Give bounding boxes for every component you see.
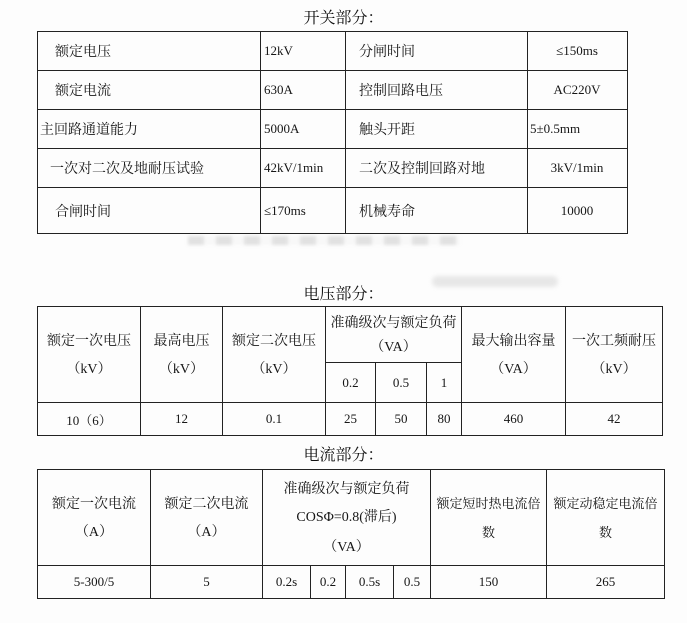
spec-label-cell: 二次及控制回路对地 bbox=[346, 149, 528, 188]
header-cell bbox=[38, 470, 151, 566]
data-cell: 5-300/5 bbox=[38, 566, 151, 599]
header-cell-accuracy-burden bbox=[326, 307, 462, 363]
spec-value-cell: 5±0.5mm bbox=[528, 110, 628, 149]
header-cell bbox=[566, 307, 663, 403]
header-unit: （kV） bbox=[66, 361, 112, 377]
header-cell bbox=[462, 307, 566, 403]
header-label: 最大输出容量 bbox=[471, 331, 556, 348]
data-cell: 42 bbox=[566, 403, 663, 436]
table-row bbox=[38, 566, 665, 599]
data-cell: 150 bbox=[431, 566, 547, 599]
header-cos-phi: COSΦ=0.8(滞后) bbox=[296, 509, 397, 525]
header-label: 准确级次与额定负荷 bbox=[330, 313, 457, 330]
spec-label-cell: 主回路通道能力 bbox=[38, 110, 261, 149]
voltage-section-title: 电压部分： bbox=[303, 286, 384, 303]
header-cell-accuracy-burden bbox=[263, 470, 431, 566]
header-label: 额定二次电流 bbox=[164, 494, 249, 511]
table-row bbox=[38, 71, 628, 110]
header-unit: （VA） bbox=[370, 339, 417, 355]
spec-value-cell: 10000 bbox=[528, 188, 628, 234]
header-unit: （A） bbox=[74, 524, 114, 540]
spec-label-cell: 机械寿命 bbox=[346, 188, 528, 234]
data-cell: 5 bbox=[151, 566, 263, 599]
header-label: 额定动稳定电流倍数 bbox=[553, 495, 658, 540]
data-cell: 460 bbox=[462, 403, 566, 436]
subheader-cell: 0.5 bbox=[376, 363, 427, 403]
spec-label-cell: 控制回路电压 bbox=[346, 71, 528, 110]
table-row bbox=[38, 110, 628, 149]
spec-value-cell: 5000A bbox=[261, 110, 346, 149]
data-cell: 0.5 bbox=[394, 566, 431, 599]
header-label: 额定一次电压 bbox=[47, 331, 131, 348]
data-cell: 0.1 bbox=[223, 403, 326, 436]
spec-label-cell: 合闸时间 bbox=[38, 188, 261, 234]
switch-section-title: 开关部分： bbox=[303, 10, 384, 27]
spec-value-cell: 3kV/1min bbox=[528, 149, 628, 188]
spec-label-cell: 额定电流 bbox=[38, 71, 261, 110]
watermark-smudge bbox=[188, 236, 460, 245]
table-row bbox=[38, 32, 628, 71]
subheader-cell: 0.2 bbox=[326, 363, 376, 403]
spec-label-cell: 分闸时间 bbox=[346, 32, 528, 71]
header-unit: （VA） bbox=[490, 361, 537, 377]
header-cell bbox=[547, 470, 665, 566]
header-cell bbox=[151, 470, 263, 566]
voltage-spec-table bbox=[37, 306, 663, 436]
header-cell bbox=[38, 307, 141, 403]
spec-value-cell: ≤150ms bbox=[528, 32, 628, 71]
header-label: 准确级次与额定负荷 bbox=[283, 479, 410, 496]
data-cell: 80 bbox=[427, 403, 462, 436]
data-cell: 0.2 bbox=[311, 566, 346, 599]
table-row bbox=[38, 188, 628, 234]
data-cell: 0.5s bbox=[346, 566, 394, 599]
table-row bbox=[38, 403, 663, 436]
table-row bbox=[38, 149, 628, 188]
subheader-cell: 1 bbox=[427, 363, 462, 403]
switch-spec-table bbox=[37, 31, 628, 234]
header-label: 额定短时热电流倍数 bbox=[436, 495, 541, 540]
data-cell: 10（6） bbox=[38, 403, 141, 436]
spec-value-cell: ≤170ms bbox=[261, 188, 346, 234]
data-cell: 0.2s bbox=[263, 566, 311, 599]
spec-value-cell: 42kV/1min bbox=[261, 149, 346, 188]
header-label: 最高电压 bbox=[153, 331, 210, 348]
header-unit: （VA） bbox=[323, 539, 370, 555]
table-header-row bbox=[38, 470, 665, 566]
header-unit: （A） bbox=[187, 524, 226, 540]
header-cell bbox=[141, 307, 223, 403]
spec-value-cell: 12kV bbox=[261, 32, 346, 71]
header-unit: （kV） bbox=[251, 361, 297, 377]
data-cell: 25 bbox=[326, 403, 376, 436]
current-section-title: 电流部分： bbox=[303, 447, 384, 464]
header-cell bbox=[223, 307, 326, 403]
data-cell: 50 bbox=[376, 403, 427, 436]
data-cell: 12 bbox=[141, 403, 223, 436]
spec-value-cell: 630A bbox=[261, 71, 346, 110]
table-header-row bbox=[38, 307, 663, 363]
spec-label-cell: 额定电压 bbox=[38, 32, 261, 71]
spec-value-cell: AC220V bbox=[528, 71, 628, 110]
header-unit: （kV） bbox=[591, 361, 637, 377]
header-unit: （kV） bbox=[158, 361, 205, 377]
header-label: 额定一次电流 bbox=[52, 494, 136, 511]
current-spec-table bbox=[37, 469, 665, 599]
data-cell: 265 bbox=[547, 566, 665, 599]
spec-label-cell: 一次对二次及地耐压试验 bbox=[38, 149, 261, 188]
header-label: 一次工频耐压 bbox=[572, 331, 657, 348]
header-label: 额定二次电压 bbox=[232, 331, 316, 348]
spec-label-cell: 触头开距 bbox=[346, 110, 528, 149]
header-cell bbox=[431, 470, 547, 566]
